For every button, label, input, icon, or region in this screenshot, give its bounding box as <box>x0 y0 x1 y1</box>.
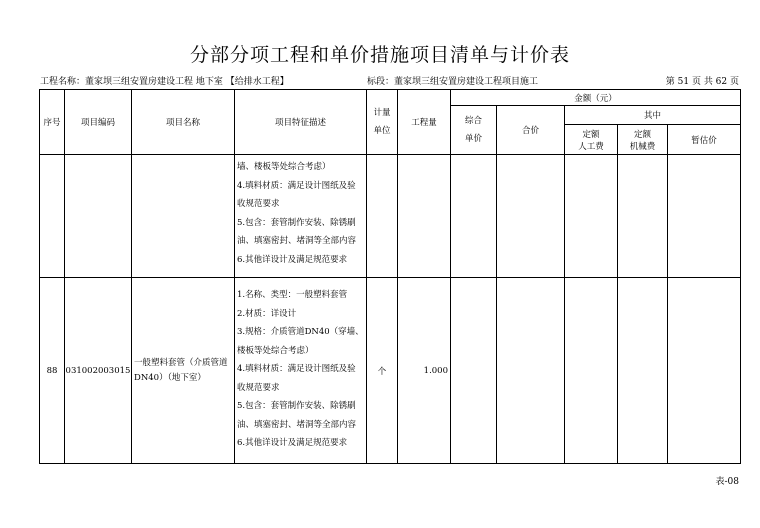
cell-total <box>497 278 565 464</box>
header-machine-line2: 机械费 <box>629 141 656 152</box>
cell-unit-price <box>451 278 497 464</box>
cell-total <box>497 155 565 278</box>
header-seq: 序号 <box>40 90 65 155</box>
header-unit-line1: 计量 <box>373 108 391 118</box>
cell-name <box>132 155 235 278</box>
desc-line: 4.填料材质：满足设计图纸及验 <box>237 364 356 374</box>
cell-code: 031002003015 <box>65 278 132 464</box>
header-labor <box>565 125 618 155</box>
header-total: 合价 <box>497 106 565 155</box>
header-name: 项目名称 <box>132 90 235 155</box>
cell-desc <box>235 278 367 464</box>
cell-unit: 个 <box>367 278 398 464</box>
desc-line: 油、填塞密封、堵洞等全部内容 <box>237 236 357 246</box>
project-name: 工程名称：董家坝三组安置房建设工程 地下室 【给排水工程】 <box>40 77 289 87</box>
desc-line: 油、填塞密封、堵洞等全部内容 <box>237 419 357 430</box>
cell-qty: 1.000 <box>398 278 451 464</box>
cell-code <box>65 155 132 278</box>
header-machine-line1: 定额 <box>633 129 651 140</box>
cell-name: 一般塑料套管（介质管道DN40）（地下室） <box>132 278 235 464</box>
table-row <box>40 278 741 464</box>
cell-desc <box>235 155 367 278</box>
desc-line: 2.材质：详设计 <box>237 308 297 319</box>
header-qty: 工程量 <box>398 90 451 155</box>
header-machine <box>618 125 668 155</box>
header-unit-price-line2: 单价 <box>464 134 482 144</box>
header-code: 项目编码 <box>65 90 132 155</box>
cell-qty <box>398 155 451 278</box>
cell-seq: 88 <box>40 278 65 464</box>
cell-seq <box>40 155 65 278</box>
desc-line: 收规范要求 <box>237 199 280 209</box>
desc-line: 楼板等处综合考虑） <box>237 345 314 356</box>
header-unit <box>367 90 398 155</box>
desc-line: 6.其他详设计及满足规范要求 <box>237 438 348 448</box>
desc-line: 5.包含：套管制作安装、除锈刷 <box>237 217 356 228</box>
desc-line: 墙、楼板等处综合考虑） <box>237 162 331 172</box>
cell-provisional <box>668 278 741 464</box>
cell-unit <box>367 155 398 278</box>
form-number: 表-08 <box>715 477 739 487</box>
cell-labor <box>565 278 618 464</box>
page-number: 第 51 页 共 62 页 <box>665 77 739 87</box>
bill-table <box>39 89 741 464</box>
header-unit-price <box>451 106 497 155</box>
header-amount: 金额（元） <box>451 90 741 106</box>
page-title: 分部分项工程和单价措施项目清单与计价表 <box>189 44 570 66</box>
desc-line: 5.包含：套管制作安装、除锈刷 <box>237 401 356 411</box>
cell-unit-price <box>451 155 497 278</box>
desc-line: 收规范要求 <box>237 382 280 393</box>
desc-line: 1.名称、类型：一般塑料套管 <box>237 290 348 300</box>
header-unit-line2: 单位 <box>373 126 391 136</box>
section-name: 标段：董家坝三组安置房建设工程项目施工 <box>367 77 539 87</box>
desc-line: 4.填料材质：满足设计图纸及验 <box>237 180 356 191</box>
cell-labor <box>565 155 618 278</box>
header-labor-line1: 定额 <box>582 129 600 140</box>
header-desc: 项目特征描述 <box>235 90 367 155</box>
table-row <box>40 155 741 278</box>
header-provisional: 暂估价 <box>668 125 741 155</box>
desc-line: 6.其他详设计及满足规范要求 <box>237 254 348 265</box>
header-labor-line2: 人工费 <box>578 141 604 152</box>
cell-provisional <box>668 155 741 278</box>
cell-machine <box>618 155 668 278</box>
cell-machine <box>618 278 668 464</box>
header-unit-price-line1: 综合 <box>464 116 482 126</box>
header-of-which: 其中 <box>565 106 741 125</box>
desc-line: 3.规格：介质管道DN40（穿墙、 <box>237 327 364 337</box>
